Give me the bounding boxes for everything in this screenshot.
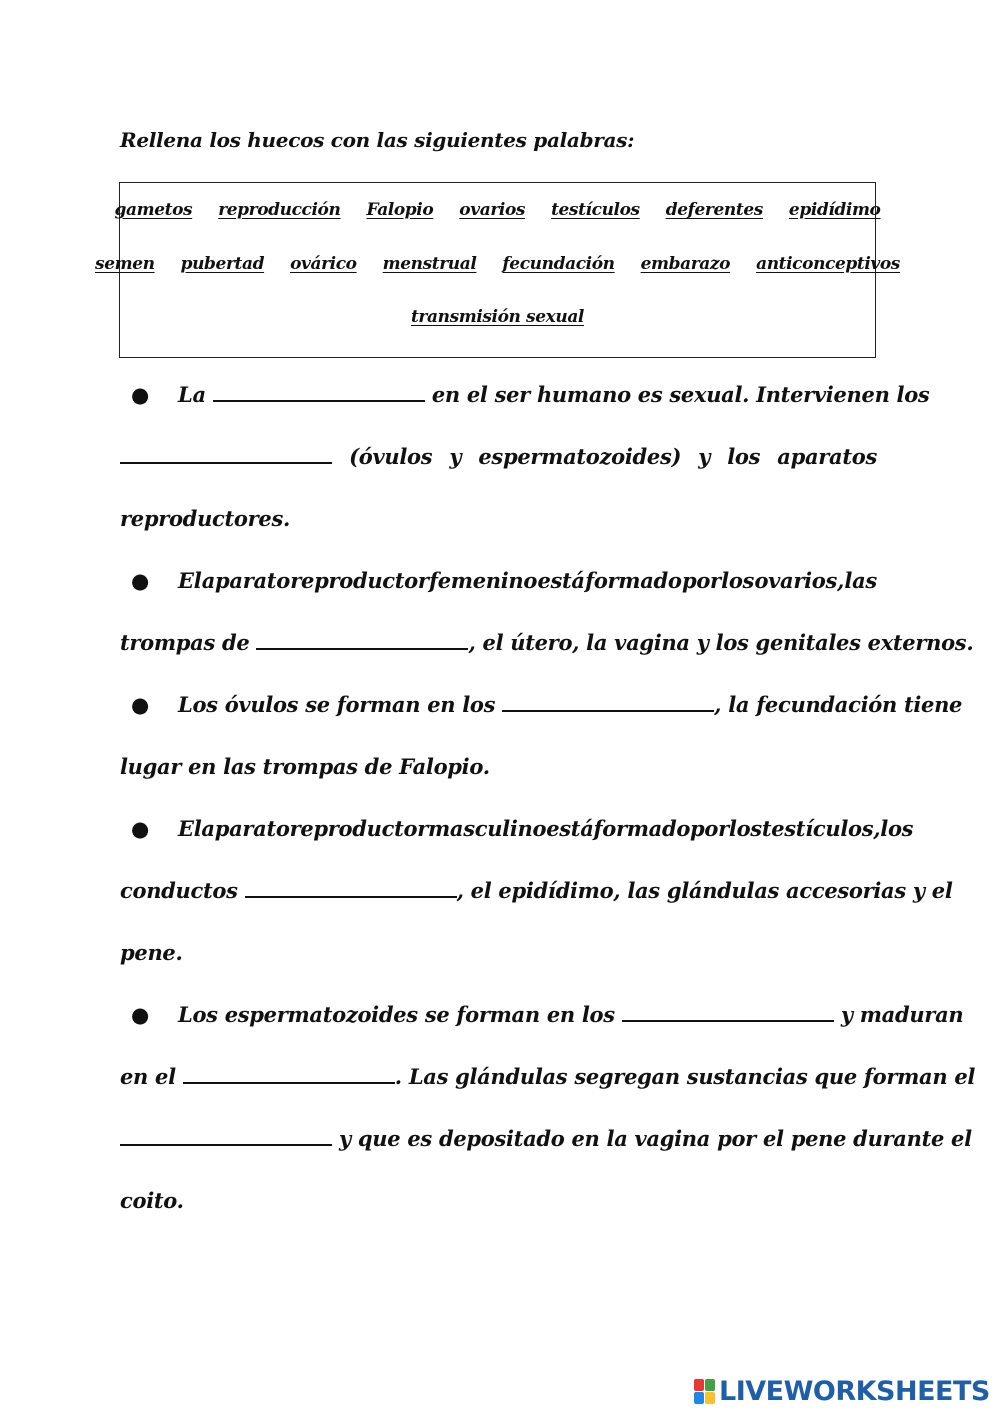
text: formado — [585, 568, 682, 593]
text — [120, 568, 201, 593]
blank-input-7[interactable] — [183, 1068, 395, 1084]
word-bank-item[interactable]: testículos — [551, 200, 640, 220]
text: por — [681, 568, 721, 593]
bullet-icon: ● — [131, 1002, 150, 1027]
text: está — [546, 816, 594, 841]
blank-input-4[interactable] — [502, 696, 714, 712]
p4-line-1 — [120, 816, 914, 841]
p4-line-3: pene. — [120, 940, 183, 965]
text: aparatos — [777, 444, 877, 469]
text: y — [449, 444, 462, 469]
word-bank-row-1 — [114, 200, 881, 220]
p4-line-2 — [120, 878, 953, 903]
text: , el útero, la vagina y los genitales externos. — [468, 630, 974, 655]
text: Los espermatozoides se forman en los — [178, 1002, 615, 1027]
text: aparato — [201, 816, 290, 841]
text: y — [698, 444, 711, 469]
text: masculino — [427, 816, 547, 841]
word-bank-item[interactable]: epidídimo — [788, 200, 881, 220]
text: formado — [593, 816, 691, 841]
text: Los óvulos se forman en los — [178, 692, 496, 717]
blank-input-8[interactable] — [120, 1130, 332, 1146]
p5-line-4: coito. — [120, 1188, 184, 1213]
text: trompas de — [120, 630, 250, 655]
word-bank-item[interactable]: semen — [95, 254, 155, 274]
blank-input-2[interactable] — [120, 448, 332, 464]
logo-tile — [694, 1392, 704, 1404]
text: testículos, — [761, 816, 881, 841]
word-bank-item[interactable]: ovárico — [290, 254, 357, 274]
word-bank-item[interactable]: pubertad — [180, 254, 265, 274]
logo-text: LIVEWORKSHEETS — [719, 1376, 990, 1407]
p2-line-1 — [120, 568, 877, 593]
bullet-icon: ● — [131, 382, 150, 407]
bullet-icon: ● — [131, 692, 150, 717]
blank-input-5[interactable] — [245, 882, 457, 898]
text: El — [178, 816, 202, 841]
text: reproductor — [290, 568, 429, 593]
instruction-heading: Rellena los huecos con las siguientes palabras: — [120, 128, 635, 152]
text: los — [880, 816, 914, 841]
word-bank-item[interactable]: Falopio — [366, 200, 434, 220]
text: los — [721, 568, 755, 593]
liveworksheets-logo-icon — [694, 1379, 715, 1404]
text: y que es depositado en la vagina por el pene durante el — [339, 1126, 972, 1151]
text: reproductor — [289, 816, 428, 841]
p3-line-2: lugar en las trompas de Falopio. — [120, 754, 490, 779]
word-bank-item[interactable]: fecundación — [502, 254, 615, 274]
word-bank-row-2 — [95, 254, 900, 274]
word-bank-item[interactable]: anticonceptivos — [756, 254, 900, 274]
text: ovarios, — [754, 568, 845, 593]
p3-line-1 — [120, 692, 963, 717]
text: los — [727, 444, 761, 469]
text: en el — [120, 1064, 176, 1089]
text: las — [844, 568, 877, 593]
word-bank-item[interactable]: gametos — [114, 200, 193, 220]
word-bank-item[interactable]: reproducción — [218, 200, 341, 220]
text: y maduran — [840, 1002, 964, 1027]
p2-line-2 — [120, 630, 974, 655]
p1-line-3: reproductores. — [120, 506, 290, 531]
word-bank-box — [95, 182, 900, 358]
word-bank-item[interactable]: embarazo — [640, 254, 731, 274]
blank-input-1[interactable] — [213, 386, 425, 402]
p1-line-2 — [120, 444, 877, 469]
logo-tile — [694, 1379, 704, 1391]
logo-tile — [705, 1392, 715, 1404]
text: aparato — [201, 568, 290, 593]
text: , el epidídimo, las glándulas accesorias y el — [456, 878, 953, 903]
text: los — [728, 816, 762, 841]
p5-line-1 — [120, 1002, 964, 1027]
liveworksheets-logo[interactable] — [694, 1376, 990, 1407]
text: femenino — [429, 568, 538, 593]
word-bank-item[interactable]: deferentes — [665, 200, 763, 220]
blank-input-6[interactable] — [622, 1006, 834, 1022]
word-bank-item[interactable]: menstrual — [382, 254, 477, 274]
word-bank-row-3 — [120, 307, 875, 327]
p5-line-2 — [120, 1064, 976, 1089]
bullet-icon: ● — [131, 816, 150, 841]
text: conductos — [120, 878, 238, 903]
text: . Las glándulas segregan sustancias que forman el — [394, 1064, 976, 1089]
text: por — [690, 816, 729, 841]
text: está — [537, 568, 585, 593]
p5-line-3 — [120, 1126, 972, 1151]
text: en el ser humano es sexual. Intervienen los — [431, 382, 930, 407]
text — [120, 816, 201, 841]
bullet-icon: ● — [131, 568, 150, 593]
text: espermatozoides) — [478, 444, 682, 469]
p1-line-1 — [120, 382, 930, 407]
text: El — [178, 568, 202, 593]
logo-tile — [705, 1379, 715, 1391]
blank-input-3[interactable] — [256, 634, 468, 650]
word-bank-item[interactable]: ovarios — [459, 200, 526, 220]
word-bank-item[interactable]: transmisión sexual — [410, 307, 584, 327]
text: , la fecundación tiene — [714, 692, 963, 717]
text: (óvulos — [349, 444, 433, 469]
text: La — [178, 382, 206, 407]
